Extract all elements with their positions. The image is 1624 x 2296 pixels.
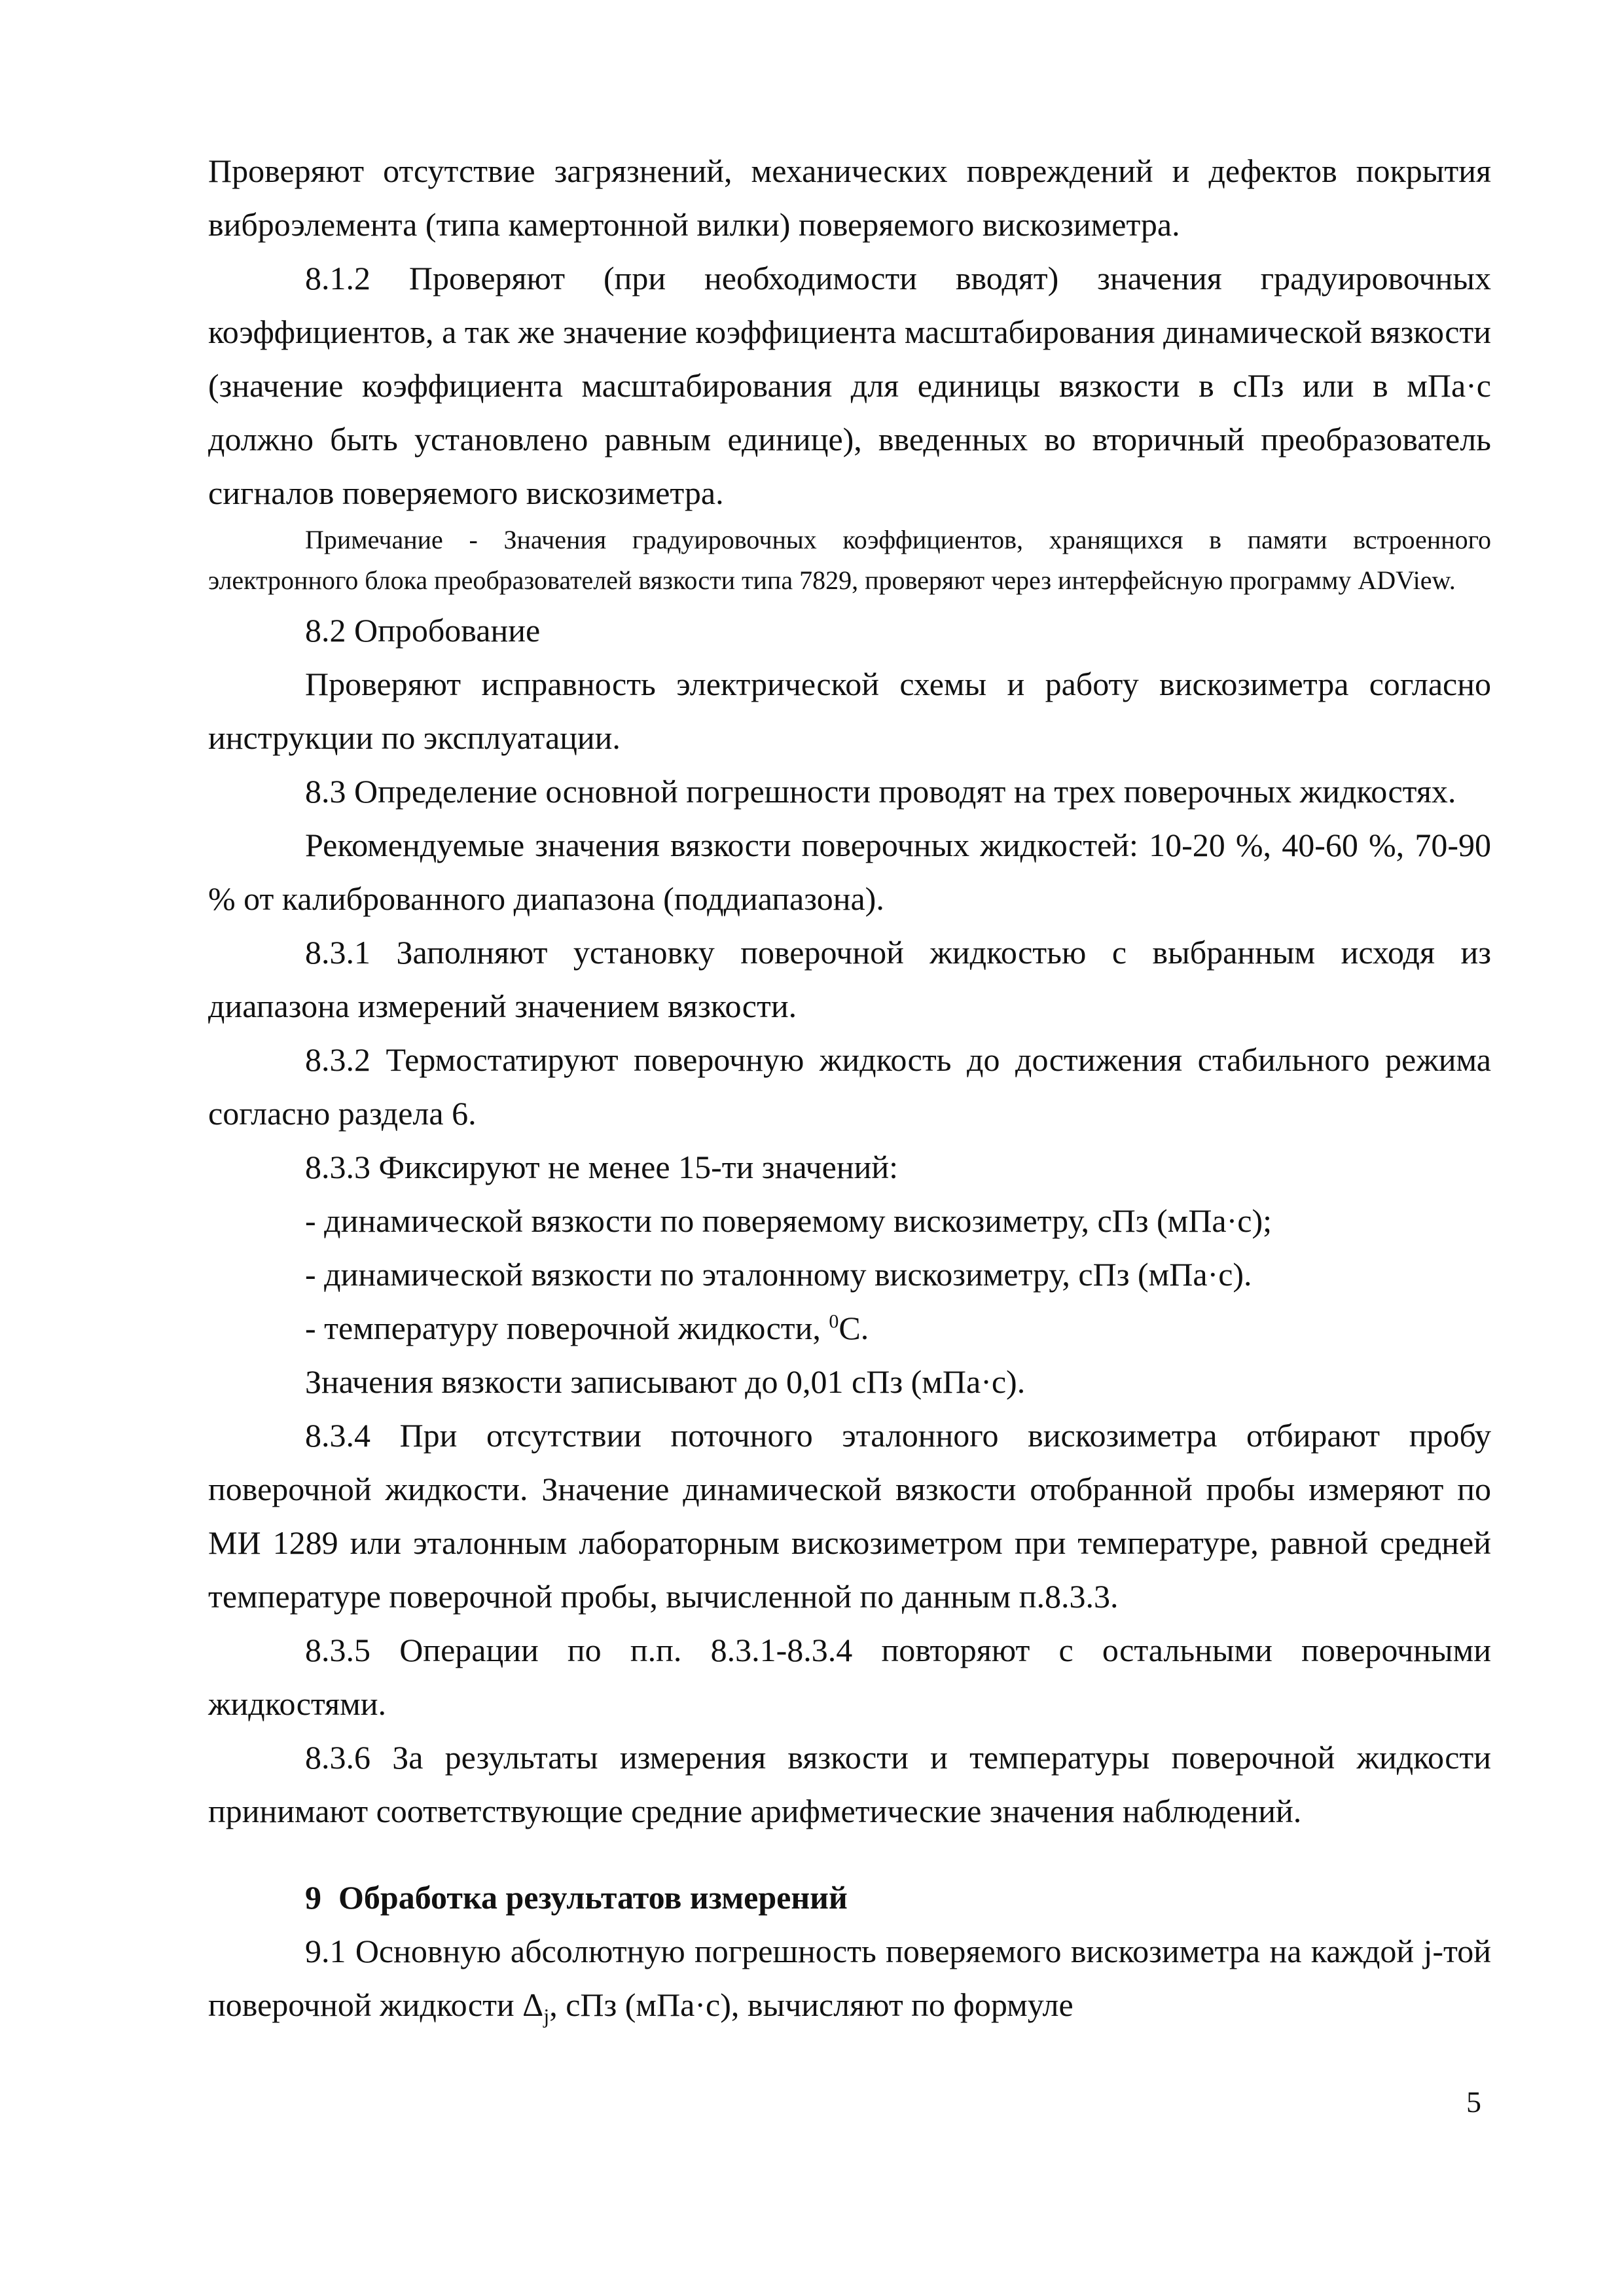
list-item-tested-viscosity: - динамической вязкости по поверяемому вискозиметру, сПз (мПа·с); xyxy=(305,1202,1272,1239)
page-number: 5 xyxy=(1466,2085,1481,2119)
subscript-j: j xyxy=(543,2004,550,2028)
paragraph-inspection: Проверяют отсутствие загрязнений, механических повреждений и дефектов покрытия виброэлемента (типа камертонной вилки) поверяемого вискозиметра. xyxy=(208,152,1491,243)
paragraph-9-1-text: 9.1 Основную абсолютную погрешность поверяемого вискозиметра на каждой j-той поверочной жидкости Δ xyxy=(208,1933,1491,2023)
paragraph-8-3: 8.3 Определение основной погрешности проводят на трех поверочных жидкостях. xyxy=(305,773,1456,810)
paragraph-8-3-5: 8.3.5 Операции по п.п. 8.3.1-8.3.4 повторяют с остальными поверочными жидкостями. xyxy=(208,1632,1491,1722)
section-9-heading xyxy=(208,1871,1491,1924)
list-item-temperature xyxy=(208,1301,1491,1355)
paragraph-8-3-2: 8.3.2 Термостатируют поверочную жидкость до достижения стабильного режима согласно раздела 6. xyxy=(208,1041,1491,1132)
degree-superscript: 0 xyxy=(829,1310,839,1333)
paragraph-8-3-1: 8.3.1 Заполняют установку поверочной жидкостью с выбранным исходя из диапазона измерений значением вязкости. xyxy=(208,934,1491,1024)
paragraph-9-1 xyxy=(208,1924,1491,2032)
section-8-2-title: 8.2 Опробование xyxy=(305,612,541,649)
list-item-reference-viscosity: - динамической вязкости по эталонному вискозиметру, сПз (мПа·с). xyxy=(305,1256,1252,1293)
note-calibration-coefficients: Примечание - Значения градуировочных коэффициентов, хранящихся в памяти встроенного электронного блока преобразователей вязкости типа 7829, проверяют через интерфейсную программу ADView. xyxy=(208,525,1491,595)
temperature-text: - температуру поверочной жидкости, xyxy=(305,1310,829,1346)
temperature-unit: С. xyxy=(839,1310,869,1346)
paragraph-8-3-3: 8.3.3 Фиксируют не менее 15-ти значений: xyxy=(305,1149,899,1185)
section-9-title: Обработка результатов измерений xyxy=(338,1879,848,1916)
paragraph-8-3-6: 8.3.6 За результаты измерения вязкости и температуры поверочной жидкости принимают соответствующие средние арифметические значения наблюдений. xyxy=(208,1739,1491,1829)
document-page xyxy=(208,144,1491,2032)
paragraph-8-2-body: Проверяют исправность электрической схемы и работу вискозиметра согласно инструкции по эксплуатации. xyxy=(208,666,1491,756)
section-9-number: 9 xyxy=(305,1879,321,1916)
paragraph-8-3-4: 8.3.4 При отсутствии поточного эталонного вискозиметра отбирают пробу поверочной жидкости. Значение динамической вязкости отобранной пробы измеряют по МИ 1289 или эталонным лабораторным вискозиметром при температуре, равной средней температуре поверочной пробы, вычисленной по данным п.8.3.3. xyxy=(208,1417,1491,1615)
paragraph-record-precision: Значения вязкости записывают до 0,01 сПз (мПа·с). xyxy=(305,1363,1026,1400)
paragraph-8-1-2: 8.1.2 Проверяют (при необходимости вводят) значения градуировочных коэффициентов, а так же значение коэффициента масштабирования динамической вязкости (значение коэффициента масштабирования для единицы вязкости в сПз или в мПа·с должно быть установлено равным единице), введенных во вторичный преобразователь сигналов поверяемого вискозиметра. xyxy=(208,260,1491,511)
paragraph-9-1-text-end: , сПз (мПа·с), вычисляют по формуле xyxy=(549,1986,1074,2023)
paragraph-recommended-values: Рекомендуемые значения вязкости поверочных жидкостей: 10-20 %, 40-60 %, 70-90 % от калиброванного диапазона (поддиапазона). xyxy=(208,827,1491,917)
